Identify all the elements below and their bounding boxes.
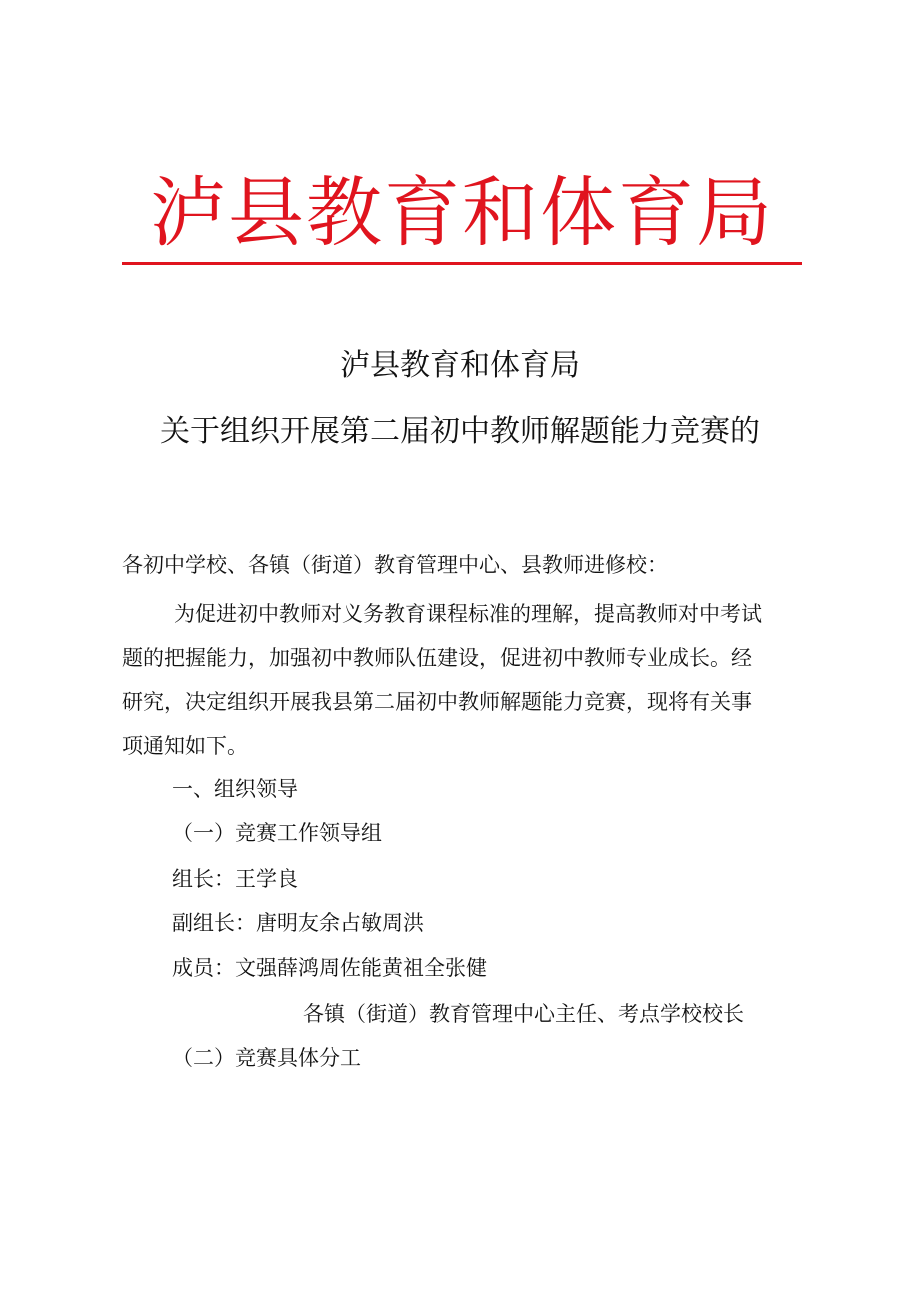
document-title-line-2: 关于组织开展第二届初中教师解题能力竞赛的 (160, 414, 760, 449)
document-title-line-1: 泸县教育和体育局 (340, 348, 580, 383)
group-leader: 组长：王学良 (172, 867, 298, 891)
subsection-2-heading: （二）竞赛具体分工 (172, 1046, 361, 1070)
salutation: 各初中学校、各镇（街道）教育管理中心、县教师进修校： (122, 553, 668, 577)
intro-paragraph (122, 592, 822, 768)
section-1-heading: 一、组织领导 (172, 777, 298, 801)
intro-line-2: 题的把握能力，加强初中教师队伍建设，促进初中教师专业成长。经 (122, 646, 752, 670)
group-members: 成员：文强薛鸿周佐能黄祖全张健 (172, 956, 487, 980)
masthead-org-name: 泸县教育和体育局 (150, 168, 774, 257)
group-members-continued: 各镇（街道）教育管理中心主任、考点学校校长 (303, 1002, 744, 1026)
subsection-1-heading: （一）竞赛工作领导组 (172, 821, 382, 845)
deputy-group-leader: 副组长：唐明友余占敏周洪 (172, 911, 424, 935)
masthead-red-rule (122, 262, 802, 265)
intro-line-3: 研究，决定组织开展我县第二届初中教师解题能力竞赛，现将有关事 (122, 690, 752, 714)
intro-line-1: 为促进初中教师对义务教育课程标准的理解，提高教师对中考试 (174, 602, 762, 626)
intro-line-4: 项通知如下。 (122, 734, 248, 758)
